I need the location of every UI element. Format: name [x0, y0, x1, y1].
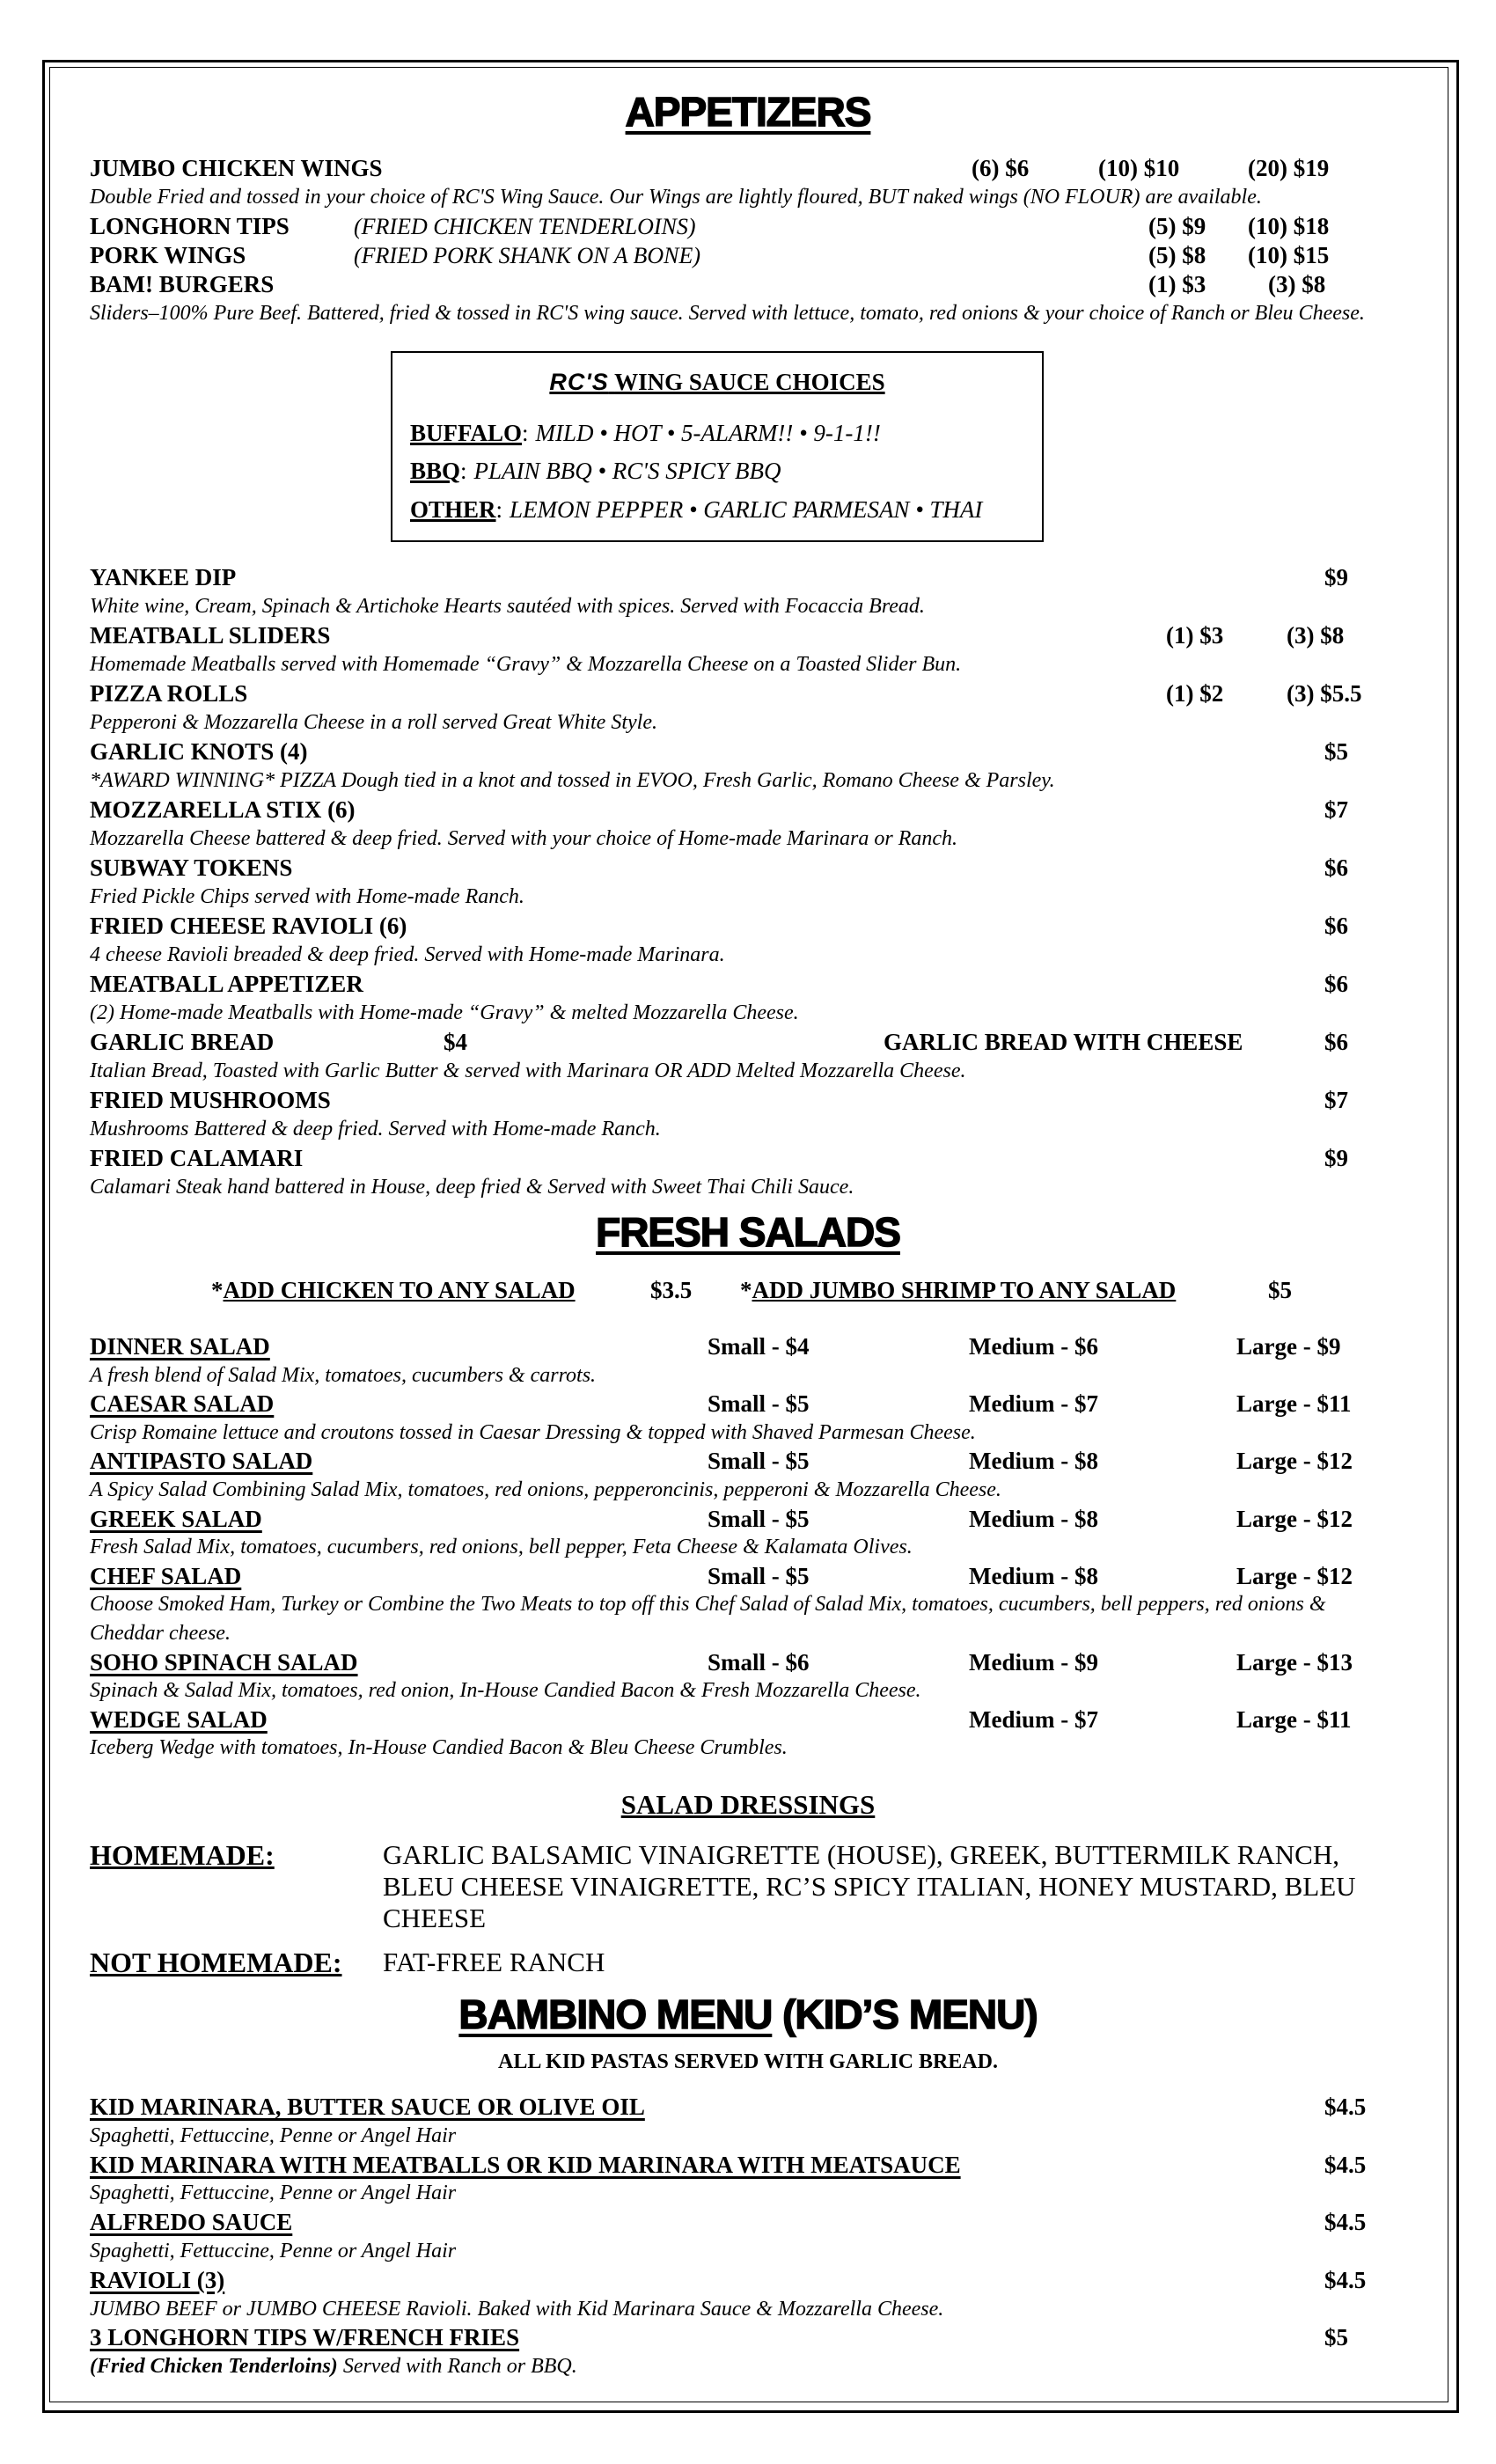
- item-description: 4 cheese Ravioli breaded & deep fried. Served with Home-made Marinara.: [90, 943, 725, 966]
- add-chicken-label: *ADD CHICKEN TO ANY SALAD: [211, 1277, 576, 1303]
- item-price: $6: [1324, 854, 1348, 881]
- price-medium: Medium - $6: [969, 1333, 1098, 1360]
- price-small: Small - $5: [708, 1390, 810, 1418]
- item-description-row: [0, 299, 1496, 328]
- price-large: Large - $12: [1236, 1562, 1353, 1589]
- item-price: (5) $8: [1148, 242, 1206, 268]
- sauce-line-buffalo: BUFFALO: MILD • HOT • 5-ALARM!! • 9-1-1!!: [410, 420, 881, 446]
- item-name: PIZZA ROLLS: [90, 680, 248, 707]
- kid-item-row: [0, 2093, 1496, 2122]
- kid-description-row: [0, 2237, 1496, 2266]
- kid-description-text: Spaghetti, Fettuccine, Penne or Angel Hair: [90, 2239, 457, 2262]
- item-description-row: [0, 999, 1496, 1028]
- item-description: Italian Bread, Toasted with Garlic Butter & served with Marinara OR ADD Melted Mozzarella Cheese.: [90, 1060, 966, 1082]
- kid-description-row: [0, 2179, 1496, 2208]
- price-large: Large - $11: [1236, 1390, 1352, 1418]
- item-price: $6: [1324, 1029, 1348, 1055]
- item-description-row: [0, 650, 1496, 679]
- appetizers-heading-text: APPETIZERS: [625, 89, 871, 135]
- sauce-line-other: OTHER: LEMON PEPPER • GARLIC PARMESAN • THAI: [410, 496, 983, 523]
- add-chicken-price: $3.5: [650, 1277, 693, 1303]
- salad-row: [0, 1705, 1496, 1734]
- item-price: (10) $18: [1248, 213, 1330, 239]
- dressing-line: CHEESE: [383, 1903, 487, 1933]
- sauce-options: LEMON PEPPER • GARLIC PARMESAN • THAI: [510, 496, 983, 523]
- item-price: (10) $10: [1098, 155, 1180, 181]
- dressings-heading-text: SALAD DRESSINGS: [620, 1789, 876, 1820]
- salad-description-row: [0, 1419, 1496, 1448]
- salad-name: WEDGE SALAD: [90, 1705, 268, 1733]
- item-description-row: [0, 183, 1496, 212]
- salad-description-row: [0, 1590, 1496, 1619]
- price-large: Large - $12: [1236, 1505, 1353, 1532]
- item-description: Calamari Steak hand battered in House, deep fried & Served with Sweet Thai Chili Sauce.: [90, 1176, 854, 1199]
- salads-heading-text: FRESH SALADS: [596, 1209, 900, 1255]
- salad-description: A fresh blend of Salad Mix, tomatoes, cucumbers & carrots.: [90, 1363, 597, 1387]
- brand-text: RC'S: [549, 369, 609, 395]
- item-description: Sliders–100% Pure Beef. Battered, fried & tossed in RC'S wing sauce. Served with lettuce, tomato, red onions & your choice of Ranch or Bleu Cheese.: [90, 302, 1365, 325]
- menu-item-row: [0, 796, 1496, 825]
- appetizers-heading: [0, 88, 1496, 136]
- kid-item-description: [90, 2295, 943, 2324]
- menu-item-row: [0, 679, 1496, 708]
- kids-heading: [0, 1991, 1496, 2038]
- salad-description: Crisp Romaine lettuce and croutons tossed in Caesar Dressing & topped with Shaved Parmesan Cheese.: [90, 1420, 976, 1444]
- add-chicken-text: ADD CHICKEN TO ANY SALAD: [223, 1277, 576, 1303]
- kids-subtitle: ALL KID PASTAS SERVED WITH GARLIC BREAD.: [498, 2050, 998, 2073]
- item-description: White wine, Cream, Spinach & Artichoke Hearts sautéed with spices. Served with Focaccia Bread.: [90, 595, 925, 618]
- sauce-line-bbq: BBQ: PLAIN BBQ • RC'S SPICY BBQ: [410, 458, 781, 484]
- menu-item-row: [0, 563, 1496, 592]
- kids-list: [0, 2093, 1496, 2381]
- kid-item-name: RAVIOLI (3): [90, 2266, 225, 2293]
- menu-item-row: [0, 912, 1496, 941]
- item-name: BAM! BURGERS: [90, 271, 275, 297]
- item-name: PORK WINGS: [90, 242, 246, 268]
- price-medium: Medium - $8: [969, 1448, 1098, 1475]
- price-small: Small - $6: [708, 1648, 810, 1676]
- sauce-category: OTHER: [410, 496, 496, 523]
- kid-description-text: Spaghetti, Fettuccine, Penne or Angel Hair: [90, 2123, 457, 2147]
- item-description: (2) Home-made Meatballs with Home-made “Gravy” & melted Mozzarella Cheese.: [90, 1001, 799, 1024]
- item-name: FRIED MUSHROOMS: [90, 1087, 331, 1113]
- salad-description-row: [0, 1619, 1496, 1648]
- item-name: JUMBO CHICKEN WINGS: [90, 155, 383, 181]
- price-large: Large - $11: [1236, 1705, 1352, 1733]
- item-name: SUBWAY TOKENS: [90, 854, 293, 881]
- item-name: YANKEE DIP: [90, 564, 237, 590]
- price-medium: Medium - $9: [969, 1648, 1098, 1676]
- kid-item-description: [90, 2352, 577, 2381]
- price-medium: Medium - $7: [969, 1390, 1098, 1418]
- kid-description-bold: (Fried Chicken Tenderloins): [90, 2355, 338, 2379]
- item-price: $5: [1324, 738, 1348, 765]
- price-large: Large - $12: [1236, 1448, 1353, 1475]
- item-name: MOZZARELLA STIX (6): [90, 796, 356, 823]
- salad-row: [0, 1332, 1496, 1361]
- kid-description-row: [0, 2122, 1496, 2151]
- item-price: $7: [1324, 1087, 1348, 1113]
- kid-item-name: 3 LONGHORN TIPS W/FRENCH FRIES: [90, 2324, 520, 2351]
- item-description-row: [0, 708, 1496, 737]
- item-name-alt: GARLIC BREAD WITH CHEESE: [884, 1029, 1243, 1055]
- item-description-row: [0, 825, 1496, 854]
- item-description-row: [0, 592, 1496, 621]
- kid-item-row: [0, 2323, 1496, 2352]
- price-large: Large - $9: [1236, 1333, 1341, 1360]
- price-small: Small - $5: [708, 1505, 810, 1532]
- menu-item-row: [0, 1144, 1496, 1173]
- price-medium: Medium - $8: [969, 1505, 1098, 1532]
- appetizers-list: [0, 563, 1496, 1202]
- item-description: Mushrooms Battered & deep fried. Served with Home-made Ranch.: [90, 1118, 661, 1140]
- add-shrimp-price: $5: [1268, 1277, 1292, 1303]
- salad-row: [0, 1648, 1496, 1677]
- dressings-heading: [0, 1789, 1496, 1821]
- kid-item-price: $5: [1324, 2324, 1348, 2351]
- kid-item-price: $4.5: [1324, 2266, 1367, 2293]
- not-homemade-label: [90, 1947, 342, 1978]
- salad-row: [0, 1505, 1496, 1534]
- salad-name: CAESAR SALAD: [90, 1390, 275, 1418]
- salad-row: [0, 1390, 1496, 1419]
- not-homemade-dressing: FAT-FREE RANCH: [383, 1947, 605, 1977]
- item-description-row: [0, 883, 1496, 912]
- salad-name: DINNER SALAD: [90, 1333, 270, 1360]
- item-price: $6: [1324, 913, 1348, 939]
- menu-item-row: [0, 154, 1496, 183]
- salad-description: Fresh Salad Mix, tomatoes, cucumbers, red onions, bell pepper, Feta Cheese & Kalamata Olives.: [90, 1536, 913, 1559]
- add-shrimp-label: *ADD JUMBO SHRIMP TO ANY SALAD: [740, 1277, 1177, 1303]
- price-medium: Medium - $8: [969, 1562, 1098, 1589]
- menu-item-row: [0, 737, 1496, 766]
- item-description-row: [0, 1173, 1496, 1202]
- kid-item-description: [90, 2237, 456, 2266]
- item-price: $4: [444, 1029, 467, 1055]
- homemade-label: [90, 1839, 275, 1871]
- kid-item-description: [90, 2179, 456, 2208]
- item-note: (FRIED PORK SHANK ON A BONE): [354, 243, 701, 268]
- not-homemade-label-text: NOT HOMEMADE:: [90, 1947, 342, 1978]
- item-price: (5) $9: [1148, 213, 1206, 239]
- item-price: (20) $19: [1248, 155, 1330, 181]
- salad-description: Cheddar cheese.: [90, 1621, 231, 1645]
- item-name: MEATBALL APPETIZER: [90, 971, 363, 997]
- salad-name: GREEK SALAD: [90, 1505, 262, 1532]
- salad-description: A Spicy Salad Combining Salad Mix, tomatoes, red onions, pepperoncinis, pepperoni & Mozzarella Cheese.: [90, 1478, 1001, 1501]
- item-price: (3) $8: [1268, 271, 1326, 297]
- salad-description: Spinach & Salad Mix, tomatoes, red onion, In-House Candied Bacon & Fresh Mozzarella Cheese.: [90, 1679, 921, 1703]
- price-large: Large - $13: [1236, 1648, 1353, 1676]
- item-price: (1) $3: [1166, 622, 1224, 649]
- item-description: Fried Pickle Chips served with Home-made Ranch.: [90, 885, 524, 908]
- kid-item-price: $4.5: [1324, 2094, 1367, 2120]
- item-description: Pepperoni & Mozzarella Cheese in a roll served Great White Style.: [90, 711, 657, 734]
- kid-item-name: ALFREDO SAUCE: [90, 2209, 293, 2236]
- item-description-row: [0, 1057, 1496, 1086]
- kids-heading-sub: (KID’S MENU): [772, 1991, 1038, 2037]
- kid-item-row: [0, 2208, 1496, 2237]
- wing-sauce-title-text: WING SAUCE CHOICES: [614, 369, 885, 395]
- dressing-line: BLEU CHEESE VINAIGRETTE, RC’S SPICY ITALIAN, HONEY MUSTARD, BLEU: [383, 1871, 1356, 1902]
- item-name: GARLIC KNOTS (4): [90, 738, 308, 765]
- item-name: FRIED CALAMARI: [90, 1145, 304, 1171]
- sauce-options: MILD • HOT • 5-ALARM!! • 9-1-1!!: [535, 420, 881, 446]
- salad-row: [0, 1562, 1496, 1591]
- price-medium: Medium - $7: [969, 1705, 1098, 1733]
- salad-row: [0, 1447, 1496, 1476]
- item-price: (1) $3: [1148, 271, 1206, 297]
- item-description: Homemade Meatballs served with Homemade “Gravy” & Mozzarella Cheese on a Toasted Slider Bun.: [90, 653, 962, 676]
- dressing-line: GARLIC BALSAMIC VINAIGRETTE (HOUSE), GREEK, BUTTERMILK RANCH,: [383, 1839, 1339, 1870]
- homemade-label-text: HOMEMADE:: [90, 1839, 275, 1871]
- price-small: Small - $5: [708, 1448, 810, 1475]
- item-description-row: [0, 766, 1496, 796]
- item-price: (3) $8: [1287, 622, 1345, 649]
- kid-item-description: [90, 2122, 456, 2151]
- kid-item-price: $4.5: [1324, 2209, 1367, 2236]
- item-description-row: [0, 1115, 1496, 1144]
- salad-description-row: [0, 1476, 1496, 1505]
- kid-item-name: KID MARINARA WITH MEATBALLS OR KID MARINARA WITH MEATSAUCE: [90, 2151, 961, 2178]
- salad-name: SOHO SPINACH SALAD: [90, 1648, 358, 1676]
- homemade-dressings: [383, 1839, 1356, 1934]
- kid-item-row: [0, 2266, 1496, 2295]
- wing-sauce-title: [392, 369, 1042, 396]
- salad-description: Iceberg Wedge with tomatoes, In-House Candied Bacon & Bleu Cheese Crumbles.: [90, 1736, 788, 1760]
- item-name: FRIED CHEESE RAVIOLI (6): [90, 913, 407, 939]
- menu-item-row: [0, 212, 1496, 241]
- menu-item-row: [0, 1086, 1496, 1115]
- kid-description-text: Spaghetti, Fettuccine, Penne or Angel Hair: [90, 2182, 457, 2205]
- item-note: (FRIED CHICKEN TENDERLOINS): [354, 214, 696, 239]
- item-description: *AWARD WINNING* PIZZA Dough tied in a knot and tossed in EVOO, Fresh Garlic, Romano Cheese & Parsley.: [90, 769, 1055, 792]
- item-price: (3) $5.5: [1287, 680, 1362, 707]
- item-price: $7: [1324, 796, 1348, 823]
- item-description-row: [0, 941, 1496, 970]
- item-price: $9: [1324, 564, 1348, 590]
- item-price: (6) $6: [972, 155, 1030, 181]
- salad-description-row: [0, 1676, 1496, 1705]
- wing-sauce-box: [391, 351, 1044, 542]
- salad-name: CHEF SALAD: [90, 1562, 242, 1589]
- menu-item-row: [0, 621, 1496, 650]
- item-name: LONGHORN TIPS: [90, 213, 290, 239]
- kid-description-text: Served with Ranch or BBQ.: [337, 2355, 577, 2379]
- kid-item-name: KID MARINARA, BUTTER SAUCE OR OLIVE OIL: [90, 2094, 645, 2120]
- kid-item-price: $4.5: [1324, 2151, 1367, 2178]
- price-small: Small - $4: [708, 1333, 810, 1360]
- item-price: $6: [1324, 971, 1348, 997]
- kid-description-row: [0, 2352, 1496, 2381]
- item-name: MEATBALL SLIDERS: [90, 622, 331, 649]
- salads-heading: [0, 1208, 1496, 1256]
- kids-heading-main: BAMBINO MENU: [458, 1991, 773, 2037]
- menu-item-row: [0, 854, 1496, 883]
- item-name: GARLIC BREAD: [90, 1029, 275, 1055]
- kid-description-row: [0, 2295, 1496, 2324]
- menu-item-row: [0, 241, 1496, 270]
- sauce-category: BBQ: [410, 458, 461, 484]
- salad-description-row: [0, 1734, 1496, 1763]
- salad-description-row: [0, 1533, 1496, 1562]
- add-shrimp-text: ADD JUMBO SHRIMP TO ANY SALAD: [752, 1277, 1177, 1303]
- item-description: Mozzarella Cheese battered & deep fried. Served with your choice of Home-made Marinara or Ranch.: [90, 827, 958, 850]
- salad-description-row: [0, 1361, 1496, 1390]
- sauce-category: BUFFALO: [410, 420, 522, 446]
- item-price: $9: [1324, 1145, 1348, 1171]
- salad-description: Choose Smoked Ham, Turkey or Combine the Two Meats to top off this Chef Salad of Salad Mix, tomatoes, cucumbers, bell peppers, red onions &: [90, 1593, 1326, 1617]
- item-description: Double Fried and tossed in your choice of RC'S Wing Sauce. Our Wings are lightly floured, BUT naked wings (NO FLOUR) are available.: [90, 186, 1262, 209]
- salad-list: [0, 1332, 1496, 1763]
- appetizers-top-list: [0, 154, 1496, 328]
- salad-name: ANTIPASTO SALAD: [90, 1448, 313, 1475]
- price-small: Small - $5: [708, 1562, 810, 1589]
- kid-description-text: JUMBO BEEF or JUMBO CHEESE Ravioli. Baked with Kid Marinara Sauce & Mozzarella Cheese.: [90, 2297, 944, 2321]
- salad-addons: [0, 1276, 1496, 1305]
- item-price: (1) $2: [1166, 680, 1224, 707]
- menu-item-row: [0, 970, 1496, 999]
- menu-item-row: [0, 1028, 1496, 1057]
- menu-item-row: [0, 270, 1496, 299]
- item-price: (10) $15: [1248, 242, 1330, 268]
- kid-item-row: [0, 2151, 1496, 2180]
- sauce-options: PLAIN BBQ • RC'S SPICY BBQ: [473, 458, 781, 484]
